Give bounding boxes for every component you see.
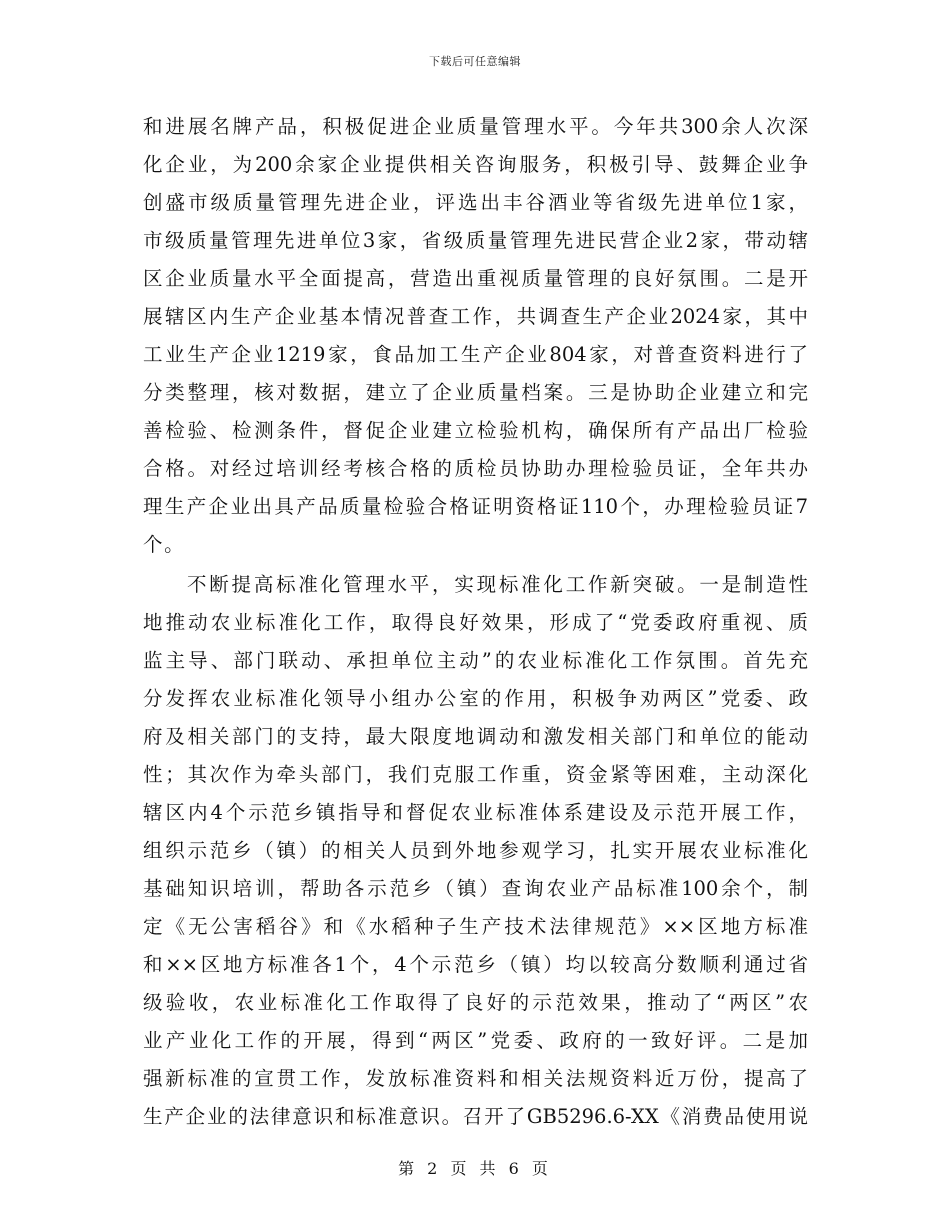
text-line: 强新标准的宣贯工作，发放标准资料和相关法规资料近万份，提高了 (143, 1067, 808, 1090)
text-line: 性；其次作为牵头部门，我们克服工作重，资金紧等困难，主动深化 (143, 763, 808, 786)
text-line: 监主导、部门联动、承担单位主动”的农业标准化工作氛围。首先充 (143, 649, 808, 672)
page-header-note: 下载后可任意编辑 (429, 55, 521, 68)
text-line: 善检验、检测条件，督促企业建立检验机构，确保所有产品出厂检验 (143, 419, 808, 442)
text-line: 市级质量管理先进单位3家，省级质量管理先进民营企业2家，带动辖 (143, 229, 808, 252)
text-line: 生产企业的法律意识和标准意识。召开了GB5296.6-XX《消费品使用说 (143, 1105, 808, 1128)
text-line: 展辖区内生产企业基本情况普查工作，共调查生产企业2024家，其中 (143, 305, 808, 328)
paragraph-standardization (143, 566, 808, 1136)
text-line: 个。 (143, 533, 186, 556)
text-line: 组织示范乡（镇）的相关人员到外地参观学习，扎实开展农业标准化 (143, 839, 808, 862)
text-line: 不断提高标准化管理水平，实现标准化工作新突破。一是制造性 (187, 573, 808, 596)
text-line: 分发挥农业标准化领导小组办公室的作用，积极争劝两区”党委、政 (143, 687, 808, 710)
text-line: 业产业化工作的开展，得到“两区”党委、政府的一致好评。二是加 (143, 1029, 808, 1052)
text-line: 工业生产企业1219家，食品加工生产企业804家，对普查资料进行了 (143, 343, 808, 366)
text-line: 辖区内4个示范乡镇指导和督促农业标准体系建设及示范开展工作， (143, 801, 808, 824)
text-line: 地推动农业标准化工作，取得良好效果，形成了“党委政府重视、质 (143, 611, 808, 634)
page-number: 第 2 页 共 6 页 (398, 1159, 552, 1178)
text-line: 区企业质量水平全面提高，营造出重视质量管理的良好氛围。二是开 (143, 267, 808, 290)
text-line: 和进展名牌产品，积极促进企业质量管理水平。今年共300余人次深 (143, 115, 808, 138)
text-line: 级验收，农业标准化工作取得了良好的示范效果，推动了“两区”农 (143, 991, 808, 1014)
document-body (143, 108, 808, 1136)
text-line: 分类整理，核对数据，建立了企业质量档案。三是协助企业建立和完 (143, 381, 808, 404)
text-line: 理生产企业出具产品质量检验合格证明资格证110个，办理检验员证7 (143, 495, 808, 518)
text-line: 基础知识培训，帮助各示范乡（镇）查询农业产品标准100余个，制 (143, 877, 808, 900)
text-line: 定《无公害稻谷》和《水稻种子生产技术法律规范》××区地方标准 (143, 915, 808, 938)
text-line: 合格。对经过培训经考核合格的质检员协助办理检验员证，全年共办 (143, 457, 808, 480)
text-line: 创盛市级质量管理先进企业，评选出丰谷酒业等省级先进单位1家， (143, 191, 808, 214)
paragraph-quality-management (143, 108, 808, 564)
text-line: 化企业，为200余家企业提供相关咨询服务，积极引导、鼓舞企业争 (143, 153, 808, 176)
text-line: 府及相关部门的支持，最大限度地调动和激发相关部门和单位的能动 (143, 725, 808, 748)
text-line: 和××区地方标准各1个，4个示范乡（镇）均以较高分数顺利通过省 (143, 953, 808, 976)
